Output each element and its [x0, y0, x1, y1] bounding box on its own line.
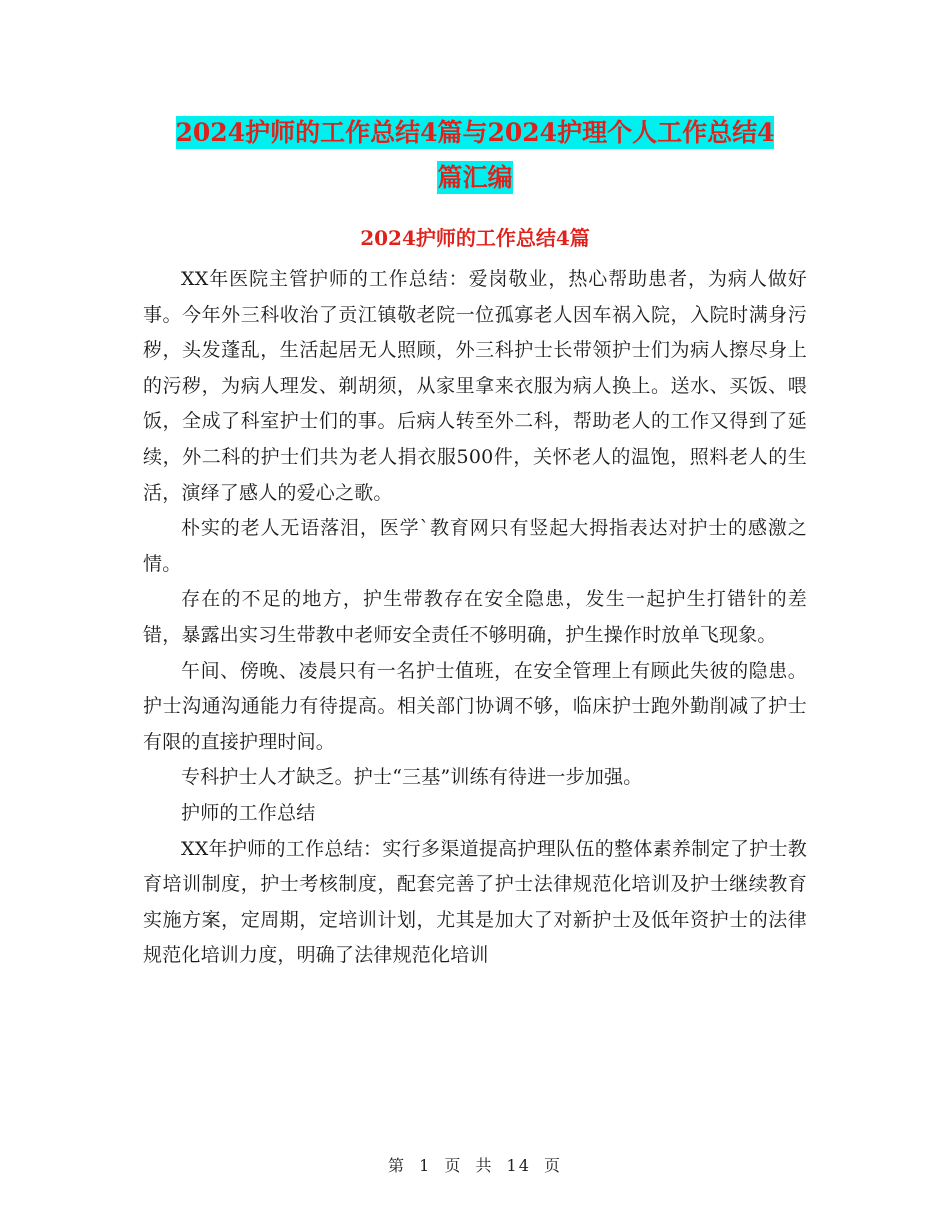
document-title-line-2: 篇汇编 — [437, 163, 513, 192]
paragraph-2: 朴实的老人无语落泪，医学`教育网只有竖起大拇指表达对护士的感激之情。 — [143, 517, 807, 575]
paragraph-7: XX年护师的工作总结：实行多渠道提高护理队伍的整体素养制定了护士教育培训制度，护士考核制度，配套完善了护士法律规范化培训及护士继续教育实施方案，定周期，定培训计划，尤其是加大了对新护士及低年资护士的法律规范化培训力度，明确了法律规范化培训 — [143, 837, 807, 967]
section-heading: 2024护师的工作总结4篇 — [360, 226, 590, 250]
document-title — [140, 110, 810, 200]
paragraph-4: 午间、傍晚、凌晨只有一名护士值班，在安全管理上有顾此失彼的隐患。护士沟通沟通能力有待提高。相关部门协调不够，临床护士跑外勤削减了护士有限的直接护理时间。 — [143, 659, 807, 753]
paragraph-6-subheading: 护师的工作总结 — [181, 801, 316, 824]
document-body — [143, 262, 807, 974]
paragraph-5: 专科护士人才缺乏。护士“三基”训练有待进一步加强。 — [181, 766, 643, 789]
paragraph-3: 存在的不足的地方，护生带教存在安全隐患，发生一起护生打错针的差错，暴露出实习生带教中老师安全责任不够明确，护生操作时放单飞现象。 — [143, 588, 807, 646]
page-footer: 第 1 页 共 14 页 — [388, 1156, 562, 1175]
document-title-line-1: 2024护师的工作总结4篇与2024护理个人工作总结4 — [175, 118, 775, 147]
paragraph-1: XX年医院主管护师的工作总结：爱岗敬业，热心帮助患者，为病人做好事。今年外三科收治了贡江镇敬老院一位孤寡老人因车祸入院，入院时满身污秽，头发蓬乱，生活起居无人照顾，外三科护士长带领护士们为病人擦尽身上的污秽，为病人理发、剃胡须，从家里拿来衣服为病人换上。送水、买饭、喂饭，全成了科室护士们的事。后病人转至外二科，帮助老人的工作又得到了延续，外二科的护士们共为老人捐衣服500件，关怀老人的温饱，照料老人的生活，演绎了感人的爱心之歌。 — [143, 268, 807, 504]
